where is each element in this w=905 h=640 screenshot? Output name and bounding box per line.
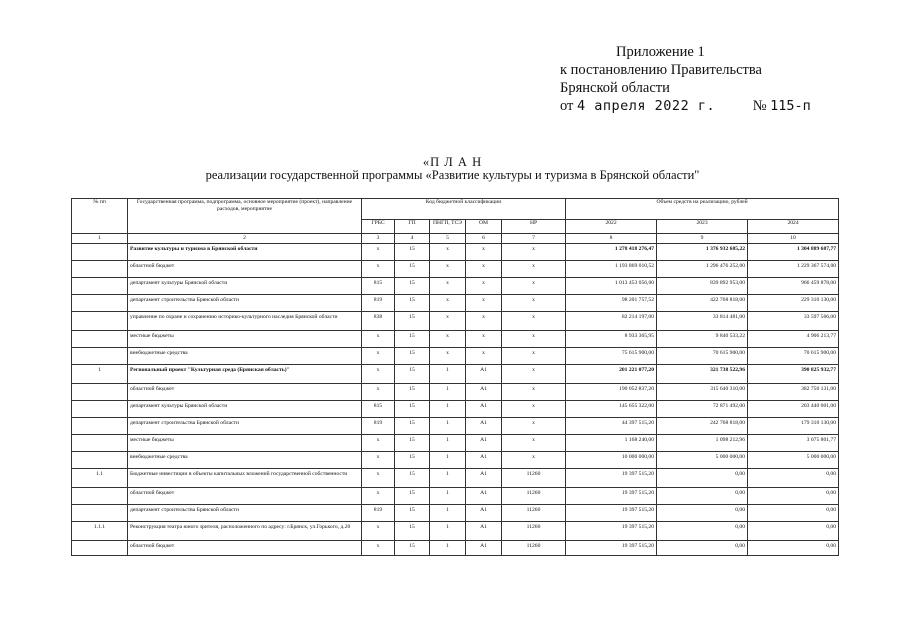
om-cell: х <box>466 331 502 348</box>
row-number-cell <box>72 331 128 348</box>
amount-2023-cell: 0,00 <box>657 541 748 556</box>
amount-2024-cell: 70 615 900,00 <box>748 348 839 365</box>
col-number: 3 <box>362 234 395 244</box>
decree-date: 4 апреля 2022 г. <box>577 98 716 114</box>
amount-2022-cell: 10 000 000,00 <box>566 452 657 469</box>
amount-2022-cell: 82 214 197,00 <box>566 312 657 331</box>
amount-2022-cell: 1 278 418 276,47 <box>566 244 657 261</box>
amount-2022-cell: 201 221 077,20 <box>566 365 657 384</box>
col-head-2023: 2023 <box>657 220 748 234</box>
row-number-cell <box>72 384 128 401</box>
nr-cell: 11260 <box>502 522 566 541</box>
ppgp-cell: 1 <box>430 452 466 469</box>
amount-2023-cell: 315 640 310,00 <box>657 384 748 401</box>
amount-2024-cell: 5 000 000,00 <box>748 452 839 469</box>
amount-2022-cell: 145 655 322,00 <box>566 401 657 418</box>
amount-2022-cell: 8 933 365,95 <box>566 331 657 348</box>
amount-2024-cell: 3 075 801,77 <box>748 435 839 452</box>
row-number-cell <box>72 418 128 435</box>
grbs-cell: 819 <box>362 505 395 522</box>
col-number: 2 <box>128 234 362 244</box>
grbs-cell: х <box>362 331 395 348</box>
nr-cell: х <box>502 244 566 261</box>
om-cell: А1 <box>466 418 502 435</box>
decree-line: к постановлению Правительства <box>560 62 762 78</box>
row-name-cell: департамент строительства Брянской области <box>128 418 362 435</box>
table-row <box>72 435 839 452</box>
table-row <box>72 384 839 401</box>
ppgp-cell: 1 <box>430 384 466 401</box>
row-number-cell <box>72 541 128 556</box>
region-line: Брянской области <box>560 80 670 96</box>
amount-2024-cell: 179 310 130,00 <box>748 418 839 435</box>
amount-2024-cell: 0,00 <box>748 541 839 556</box>
row-name-cell: Развитие культуры и туризма в Брянской области <box>128 244 362 261</box>
gp-cell: 15 <box>395 384 430 401</box>
om-cell: А1 <box>466 384 502 401</box>
row-name-cell: внебюджетные средства <box>128 348 362 365</box>
om-cell: А1 <box>466 541 502 556</box>
col-head-name: Государственная программа, подпрограмма, основное мероприятие (проект), направление расходов, мероприятие <box>128 199 362 234</box>
row-name-cell: областной бюджет <box>128 384 362 401</box>
om-cell: х <box>466 312 502 331</box>
row-name-cell: департамент строительства Брянской области <box>128 295 362 312</box>
nr-cell: х <box>502 384 566 401</box>
amount-2022-cell: 75 615 900,00 <box>566 348 657 365</box>
ppgp-cell: х <box>430 331 466 348</box>
date-line <box>560 98 820 115</box>
ppgp-cell: 1 <box>430 469 466 488</box>
amount-2022-cell: 1 013 453 056,00 <box>566 278 657 295</box>
number-prefix: № <box>752 98 767 114</box>
date-prefix: от <box>560 98 574 114</box>
gp-cell: 15 <box>395 312 430 331</box>
amount-2024-cell: 1 304 889 687,77 <box>748 244 839 261</box>
ppgp-cell: 1 <box>430 505 466 522</box>
amount-2022-cell: 1 193 869 010,52 <box>566 261 657 278</box>
table-row <box>72 348 839 365</box>
gp-cell: 15 <box>395 488 430 505</box>
row-name-cell: Региональный проект "Культурная среда (Брянская область)" <box>128 365 362 384</box>
table-row <box>72 469 839 488</box>
nr-cell: х <box>502 295 566 312</box>
amount-2024-cell: 390 825 932,77 <box>748 365 839 384</box>
row-number-cell <box>72 312 128 331</box>
nr-cell: х <box>502 418 566 435</box>
om-cell: А1 <box>466 488 502 505</box>
row-name-cell: местные бюджеты <box>128 331 362 348</box>
gp-cell: 15 <box>395 418 430 435</box>
om-cell: А1 <box>466 469 502 488</box>
col-head-grbs: ГРБС <box>362 220 395 234</box>
amount-2024-cell: 33 597 566,00 <box>748 312 839 331</box>
col-head-num: № пп <box>72 199 128 234</box>
table-head-row <box>72 199 839 220</box>
nr-cell: х <box>502 435 566 452</box>
amount-2023-cell: 9 840 533,22 <box>657 331 748 348</box>
row-number-cell: 1.1 <box>72 469 128 488</box>
grbs-cell: 838 <box>362 312 395 331</box>
row-name-cell: местные бюджеты <box>128 435 362 452</box>
row-name-cell: Бюджетные инвестиции в объекты капитальных вложений государственной собственности <box>128 469 362 488</box>
amount-2023-cell: 0,00 <box>657 522 748 541</box>
amount-2023-cell: 839 892 953,00 <box>657 278 748 295</box>
table-row <box>72 278 839 295</box>
ppgp-cell: 1 <box>430 365 466 384</box>
col-head-ppgp: ПНГП, ТСЭ <box>430 220 466 234</box>
amount-2022-cell: 19 397 515,20 <box>566 505 657 522</box>
row-number-cell: 1 <box>72 365 128 384</box>
nr-cell: х <box>502 365 566 384</box>
om-cell: А1 <box>466 401 502 418</box>
nr-cell: 11260 <box>502 469 566 488</box>
plan-subtitle: реализации государственной программы «Развитие культуры и туризма в Брянской области" <box>205 168 700 182</box>
column-numbers-row <box>72 234 839 244</box>
row-name-cell: департамент культуры Брянской области <box>128 278 362 295</box>
row-number-cell <box>72 505 128 522</box>
appendix-label: Приложение 1 <box>616 44 705 60</box>
gp-cell: 15 <box>395 401 430 418</box>
om-cell: х <box>466 244 502 261</box>
om-cell: х <box>466 295 502 312</box>
row-name-cell: управление по охране и сохранению историко-культурного наследия Брянской области <box>128 312 362 331</box>
amount-2023-cell: 1 098 212,96 <box>657 435 748 452</box>
gp-cell: 15 <box>395 505 430 522</box>
col-number: 8 <box>566 234 657 244</box>
plan-table-body <box>72 244 839 556</box>
col-number: 6 <box>466 234 502 244</box>
row-number-cell <box>72 278 128 295</box>
grbs-cell: х <box>362 365 395 384</box>
gp-cell: 15 <box>395 522 430 541</box>
amount-2024-cell: 966 459 878,00 <box>748 278 839 295</box>
grbs-cell: 815 <box>362 278 395 295</box>
row-number-cell <box>72 401 128 418</box>
gp-cell: 15 <box>395 469 430 488</box>
table-row <box>72 488 839 505</box>
gp-cell: 15 <box>395 331 430 348</box>
amount-2023-cell: 70 615 900,00 <box>657 348 748 365</box>
amount-2022-cell: 98 201 757,52 <box>566 295 657 312</box>
amount-2024-cell: 382 750 131,00 <box>748 384 839 401</box>
col-number: 5 <box>430 234 466 244</box>
table-row <box>72 331 839 348</box>
table-row <box>72 522 839 541</box>
col-number: 1 <box>72 234 128 244</box>
amount-2022-cell: 1 168 240,00 <box>566 435 657 452</box>
table-row <box>72 295 839 312</box>
nr-cell: х <box>502 278 566 295</box>
row-number-cell <box>72 261 128 278</box>
amount-2023-cell: 422 768 818,00 <box>657 295 748 312</box>
col-head-gp: ГП <box>395 220 430 234</box>
nr-cell: х <box>502 348 566 365</box>
om-cell: А1 <box>466 365 502 384</box>
ppgp-cell: 1 <box>430 541 466 556</box>
gp-cell: 15 <box>395 295 430 312</box>
row-name-cell: областной бюджет <box>128 261 362 278</box>
table-row <box>72 401 839 418</box>
amount-2023-cell: 0,00 <box>657 469 748 488</box>
amount-2023-cell: 242 768 818,00 <box>657 418 748 435</box>
grbs-cell: х <box>362 384 395 401</box>
om-cell: х <box>466 261 502 278</box>
amount-2022-cell: 190 052 837,20 <box>566 384 657 401</box>
ppgp-cell: 1 <box>430 401 466 418</box>
table-row <box>72 312 839 331</box>
amount-2022-cell: 19 397 515,20 <box>566 488 657 505</box>
grbs-cell: х <box>362 522 395 541</box>
amount-2023-cell: 0,00 <box>657 505 748 522</box>
row-name-cell: департамент строительства Брянской области <box>128 505 362 522</box>
nr-cell: 11260 <box>502 505 566 522</box>
grbs-cell: х <box>362 488 395 505</box>
row-number-cell <box>72 488 128 505</box>
amount-2023-cell: 33 814 481,00 <box>657 312 748 331</box>
decree-number: 115-п <box>770 98 811 114</box>
table-row <box>72 261 839 278</box>
amount-2023-cell: 0,00 <box>657 488 748 505</box>
ppgp-cell: х <box>430 312 466 331</box>
amount-2023-cell: 1 376 932 685,22 <box>657 244 748 261</box>
om-cell: А1 <box>466 522 502 541</box>
grbs-cell: х <box>362 244 395 261</box>
amount-2024-cell: 4 906 213,77 <box>748 331 839 348</box>
row-name-cell: областной бюджет <box>128 541 362 556</box>
grbs-cell: х <box>362 452 395 469</box>
ppgp-cell: 1 <box>430 488 466 505</box>
gp-cell: 15 <box>395 261 430 278</box>
col-number: 7 <box>502 234 566 244</box>
grbs-cell: 819 <box>362 295 395 312</box>
amount-2024-cell: 0,00 <box>748 522 839 541</box>
table-row <box>72 505 839 522</box>
row-number-cell <box>72 244 128 261</box>
row-number-cell <box>72 435 128 452</box>
amount-2024-cell: 229 310 130,00 <box>748 295 839 312</box>
gp-cell: 15 <box>395 452 430 469</box>
col-head-nr: НР <box>502 220 566 234</box>
amount-2022-cell: 19 397 515,20 <box>566 522 657 541</box>
table-row <box>72 452 839 469</box>
amount-2024-cell: 0,00 <box>748 488 839 505</box>
amount-2022-cell: 44 397 515,20 <box>566 418 657 435</box>
om-cell: А1 <box>466 505 502 522</box>
table-row <box>72 244 839 261</box>
ppgp-cell: 1 <box>430 418 466 435</box>
amount-2023-cell: 5 000 000,00 <box>657 452 748 469</box>
nr-cell: х <box>502 312 566 331</box>
amount-2024-cell: 1 229 367 574,00 <box>748 261 839 278</box>
amount-2022-cell: 19 397 515,20 <box>566 469 657 488</box>
col-head-2024: 2024 <box>748 220 839 234</box>
grbs-cell: х <box>362 435 395 452</box>
amount-2024-cell: 0,00 <box>748 469 839 488</box>
amount-2023-cell: 321 738 522,96 <box>657 365 748 384</box>
plan-table <box>71 198 839 556</box>
nr-cell: х <box>502 331 566 348</box>
ppgp-cell: х <box>430 295 466 312</box>
nr-cell: х <box>502 261 566 278</box>
amount-2023-cell: 1 296 476 252,00 <box>657 261 748 278</box>
ppgp-cell: 1 <box>430 522 466 541</box>
amount-2022-cell: 19 397 515,20 <box>566 541 657 556</box>
gp-cell: 15 <box>395 348 430 365</box>
row-number-cell <box>72 295 128 312</box>
gp-cell: 15 <box>395 435 430 452</box>
grbs-cell: х <box>362 348 395 365</box>
grbs-cell: х <box>362 541 395 556</box>
om-cell: А1 <box>466 452 502 469</box>
om-cell: х <box>466 348 502 365</box>
col-number: 10 <box>748 234 839 244</box>
col-number: 4 <box>395 234 430 244</box>
col-head-2022: 2022 <box>566 220 657 234</box>
nr-cell: х <box>502 401 566 418</box>
row-name-cell: Реконструкция театра юного зрителя, расположенного по адресу: г.Брянск, ул.Горького, д.20 <box>128 522 362 541</box>
amount-2023-cell: 72 871 492,00 <box>657 401 748 418</box>
table-row <box>72 365 839 384</box>
grbs-cell: 815 <box>362 401 395 418</box>
nr-cell: х <box>502 452 566 469</box>
grbs-cell: 819 <box>362 418 395 435</box>
amount-2024-cell: 0,00 <box>748 505 839 522</box>
col-head-codes: Код бюджетной классификации <box>362 199 566 220</box>
row-number-cell <box>72 348 128 365</box>
om-cell: х <box>466 278 502 295</box>
grbs-cell: х <box>362 261 395 278</box>
ppgp-cell: х <box>430 244 466 261</box>
gp-cell: 15 <box>395 365 430 384</box>
ppgp-cell: х <box>430 261 466 278</box>
table-row <box>72 541 839 556</box>
ppgp-cell: 1 <box>430 435 466 452</box>
gp-cell: 15 <box>395 278 430 295</box>
plan-title: «П Л А Н <box>422 155 483 169</box>
col-head-funds: Объем средств на реализацию, рублей <box>566 199 839 220</box>
row-number-cell <box>72 452 128 469</box>
gp-cell: 15 <box>395 541 430 556</box>
om-cell: А1 <box>466 435 502 452</box>
row-name-cell: областной бюджет <box>128 488 362 505</box>
ppgp-cell: х <box>430 278 466 295</box>
row-name-cell: департамент культуры Брянской области <box>128 401 362 418</box>
grbs-cell: х <box>362 469 395 488</box>
gp-cell: 15 <box>395 244 430 261</box>
amount-2024-cell: 203 440 001,00 <box>748 401 839 418</box>
ppgp-cell: х <box>430 348 466 365</box>
col-head-om: ОМ <box>466 220 502 234</box>
col-number: 9 <box>657 234 748 244</box>
nr-cell: 11260 <box>502 541 566 556</box>
row-name-cell: внебюджетные средства <box>128 452 362 469</box>
row-number-cell: 1.1.1 <box>72 522 128 541</box>
table-row <box>72 418 839 435</box>
nr-cell: 11260 <box>502 488 566 505</box>
